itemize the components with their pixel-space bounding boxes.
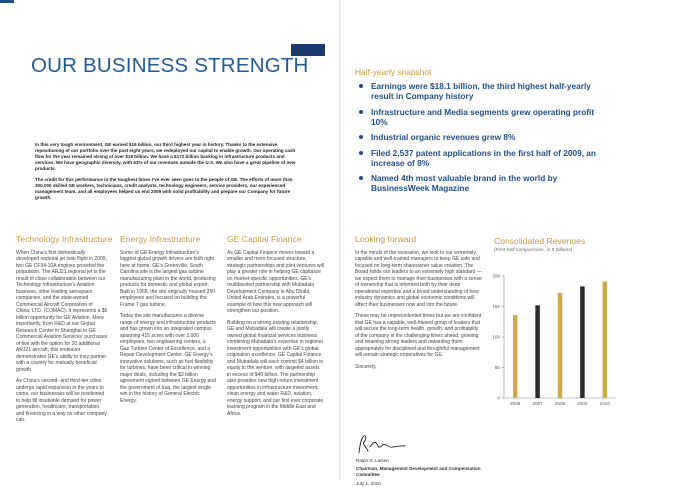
- bullet-icon: [359, 110, 363, 114]
- snapshot-list: [357, 81, 607, 199]
- bar-2009: [580, 286, 585, 398]
- snapshot-item-text: Filed 2,537 patent applications in the first half of 2009, an increase of 8%: [371, 147, 596, 168]
- consolidated-revenues-heading: Consolidated Revenues: [494, 236, 586, 246]
- letter-date: July 1, 2010: [356, 481, 381, 487]
- closing-text: Sincerely,: [355, 363, 377, 370]
- technology-infrastructure-column: [16, 234, 113, 429]
- body-paragraph: Some of GE Energy Infrastructure’s biggest global growth drivers are built right here at home. GE’s Greenville, South Carolina site is the largest gas turbine manufacturing plant in the world, producing products for domestic and global export. Built in 1968, the site originally housed 250 employees and focused on building the Frame 7 gas turbine.: [120, 249, 216, 308]
- snapshot-item-text: Named 4th most valuable brand in the world by BusinessWeek Magazine: [371, 173, 558, 194]
- x-tick-label: 2008: [554, 401, 566, 406]
- signature-image: [356, 433, 408, 457]
- page-gutter: [339, 0, 341, 480]
- body-paragraph: These may be unprecedented times but we are confident that GE has a capable, well-trained group of leaders that will secure the long-term health, growth, and profitability of the company in the challenging times ahead, growing and retaining strong leaders and rewarding them appropriately for disciplined and thoughtful management will remain strategic imperatives for GE.: [355, 313, 482, 358]
- energy-infrastructure-heading: Energy Infrastructure: [120, 234, 201, 244]
- snapshot-item-text: Infrastructure and Media segments grew operating profit 10%: [371, 106, 595, 127]
- signatory-name: Ralph S. Larsen: [356, 458, 389, 463]
- bar-2008: [558, 293, 563, 398]
- snapshot-item: [357, 107, 607, 127]
- y-tick-label: 0: [497, 395, 500, 401]
- x-tick-label: 2009: [577, 401, 588, 406]
- y-tick-label: 150: [492, 304, 500, 310]
- snapshot-item: [357, 148, 607, 168]
- half-yearly-snapshot-heading: Half-yearly snapshot: [355, 67, 432, 77]
- page-title: OUR BUSINESS STRENGTH: [31, 54, 309, 77]
- bar-2007: [535, 305, 540, 398]
- x-tick-label: 2006: [510, 401, 521, 406]
- bullet-icon: [359, 176, 363, 180]
- consolidated-revenues-subheading: (First-half comparisons, in $ billions): [494, 248, 573, 253]
- snapshot-item: [357, 81, 607, 101]
- snapshot-item: [357, 173, 607, 193]
- body-paragraph: Today the site manufactures a diverse range of energy and infrastructure products and has grown into an integrated campus spanning 415 acres with over 3,000 employees, two engineering centers, a Gas Turbine Center of Excellence, and a Repair Development Center. GE Energy’s innovative solutions, such as fuel flexibility for turbines, have been critical in winning major deals, including the $3 billion agreement signed between GE Energy and the government of Iraq, the largest single win in the history of General Electric Energy.: [120, 313, 216, 404]
- body-paragraph: As China’s second- and third-tier cities undergo rapid expansion in the years to come, our businesses will be positioned to help fill insatiable demand for power generation, healthcare, transportation, and financing in a way no other company can.: [16, 378, 107, 423]
- y-tick-label: 100: [492, 334, 500, 340]
- top-color-tab: [0, 0, 14, 3]
- energy-infrastructure-column: [120, 236, 216, 409]
- ge-capital-finance-heading: GE Capital Finance: [227, 234, 302, 244]
- snapshot-item: [357, 132, 607, 142]
- technology-infrastructure-heading: Technology Infrastructure: [16, 234, 113, 244]
- snapshot-item-text: Earnings were $18.1 billion, the third highest half-yearly result in Company history: [371, 81, 591, 102]
- x-tick-label: 2010: [599, 401, 610, 406]
- body-paragraph: Building on a strong existing relationship, GE and Mubadala will create a jointly owned global financial services business combining Mubadala’s expertise in regional investment opportunities with GE’s global origination excellence. GE Capital Finance and Mubadala will each commit $4 billion in equity to the venture, with targeted assets in excess of $40 billion. The partnership also provides new high-return investment opportunities in infrastructure investment, clean energy and water R&D, aviation, energy support, and our first ever corporate learning program in the Middle East and Africa.: [227, 319, 324, 417]
- bullet-icon: [359, 135, 363, 139]
- bullet-icon: [359, 84, 363, 88]
- looking-forward-column: [355, 236, 483, 375]
- intro-paragraph: In this very tough environment, GE earned $18 billion, our third highest year in history. Thanks to the extensive repositioning of our portfolio over the past eight years, we redeployed our capital to enable growth. Our operating cash flow for the year remained strong at over $19 billion. We have a $172 billion backlog in infrastructure products and services. We have geographic diversity, with 53% of our revenues outside the U.S. We also have a great pipeline of new products.: [35, 142, 296, 172]
- consolidated-revenues-chart: [482, 268, 622, 410]
- body-paragraph: When China’s first domestically developed regional jet took flight in 2009, two GE CF34-10A engines provided the propulsion. The ARJ21 regional jet is the result of close collaboration between our Technology Infrastructure’s Aviation business, other leading aerospace companies, and the state-owned Commercial Aircraft Corporation of China, LTD. (COMAC). It represents a $6 billion opportunity for GE Aviation. More importantly, from R&D at our Global Research Center in Shanghai to GE Commercial Aviation Services’ purchases of five with the option for 20 additional ARJ21 aircraft, this endeavor demonstrates GE’s ability to truly partner with a country for mutually beneficial growth.: [16, 249, 108, 373]
- intro-paragraph: The credit for this performance in the toughest times I’ve ever seen goes to the people of GE. The efforts of more than 300,000 skilled GE workers, technicians, credit analysts, technology engineers, service providers, our experienced management team, and all employees helped us end 2009 with solid profitability and prepare our Company for future growth.: [35, 176, 293, 201]
- bar-2006: [513, 315, 518, 398]
- snapshot-item-text: Industrial organic revenues grew 8%: [371, 132, 516, 143]
- bar-2010: [603, 281, 608, 398]
- signatory-title: Chairman, Management Development and Compensation Committee: [356, 466, 481, 477]
- bullet-icon: [359, 151, 363, 155]
- ge-capital-finance-column: [227, 236, 324, 422]
- intro-text: [35, 142, 297, 206]
- body-paragraph: As GE Capital Finance moves toward a smaller and more focused structure, strategic partnerships and joint ventures will play a greater role in helping GE capitalize on market-specific opportunities. GE’s multifaceted partnership with Mubadala Development Company in Abu Dhabi, United Arab Emirates, is a powerful example of how this new approach will strengthen our position.: [227, 249, 324, 314]
- body-paragraph: In the minds of the recession, we look to our extremely capable and well-trained managers to keep GE safe and focused on long-term shareowner value creation. The Board holds our leaders to an extremely high standard — we expect them to manage their businesses with a sense of ownership that is informed both by their deep operational expertise and a broad understanding of how industry dynamics and global economic conditions will affect their businesses now and into the future.: [355, 249, 482, 308]
- consolidated-revenues-section: [494, 236, 674, 253]
- looking-forward-heading: Looking forward: [355, 234, 417, 244]
- signature-block: [356, 458, 486, 487]
- y-tick-label: 50: [494, 365, 500, 371]
- x-tick-label: 2007: [532, 401, 543, 406]
- y-tick-label: 200: [492, 273, 500, 279]
